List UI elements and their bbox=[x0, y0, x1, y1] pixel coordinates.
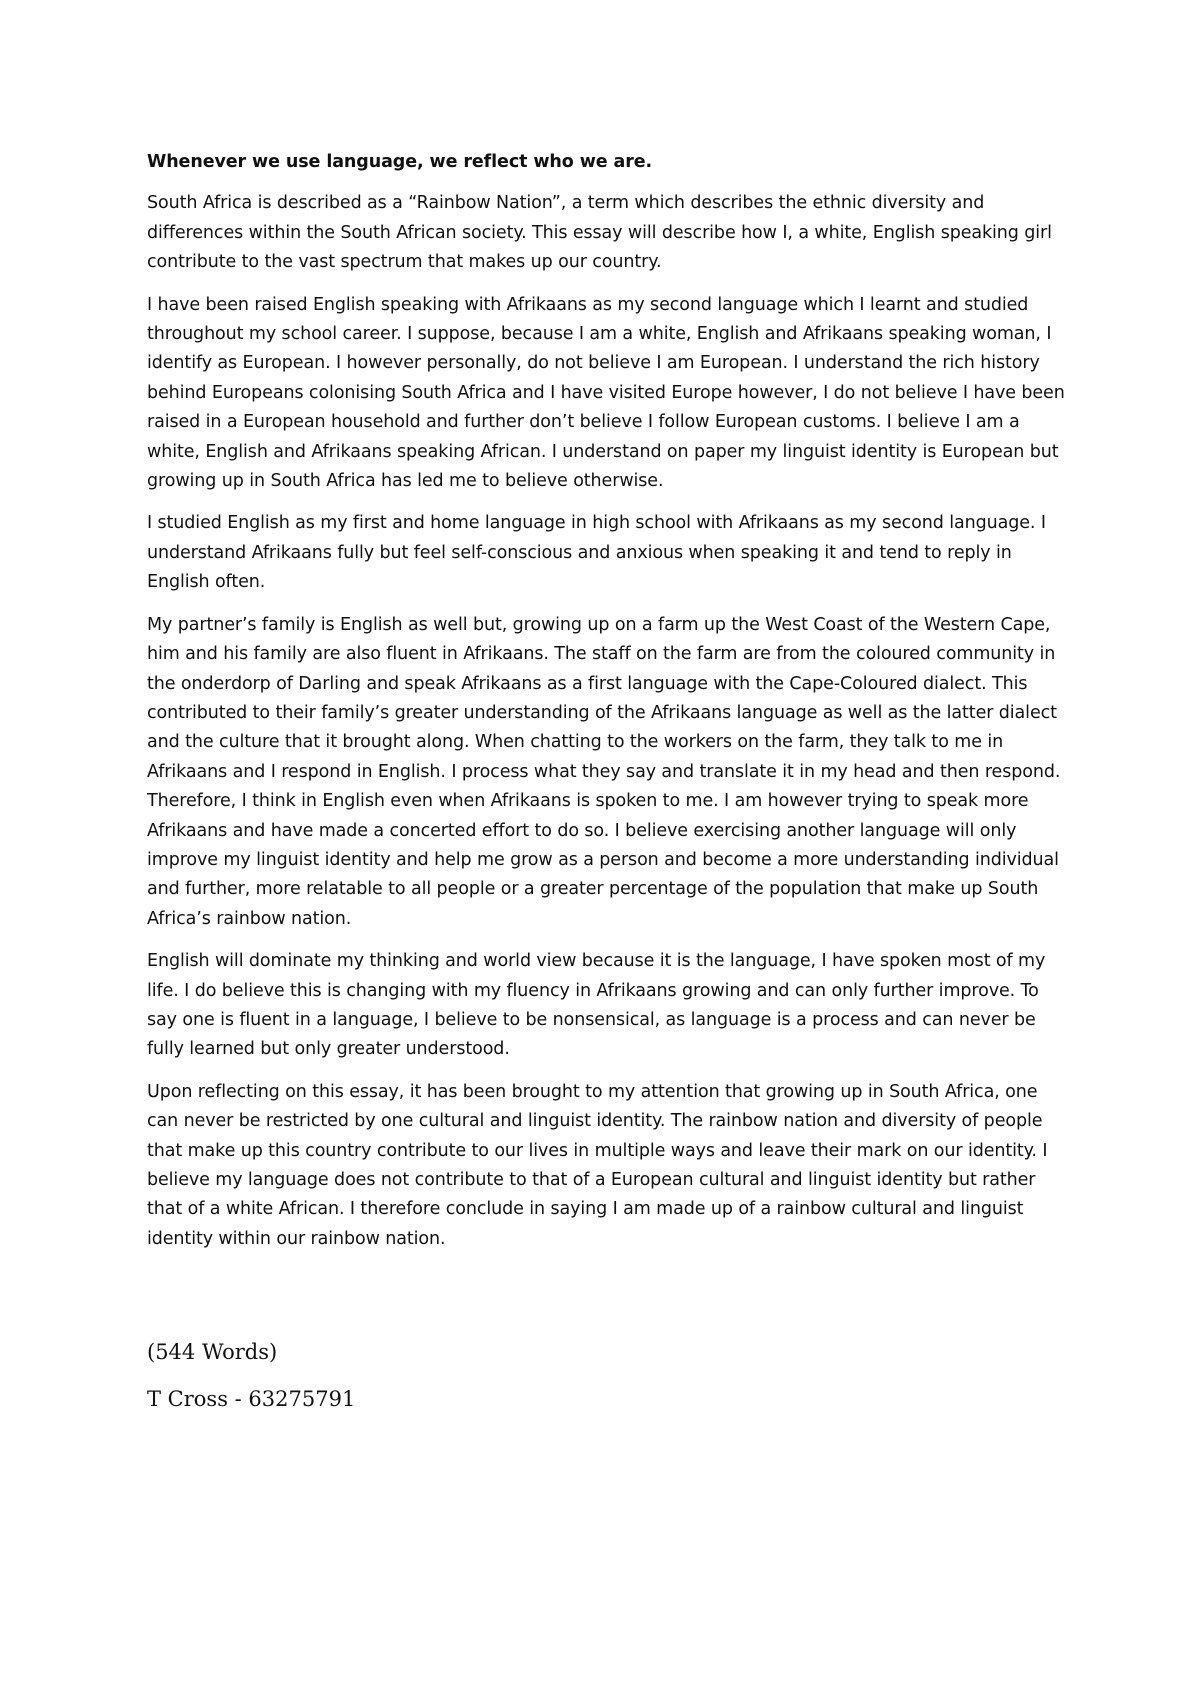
word-count: (544 Words) bbox=[147, 1340, 278, 1364]
paragraph-conclusion: Upon reflecting on this essay, it has been brought to my attention that growing up in South Africa, one can never be restricted by one cultural and linguist identity. The rainbow nation and diversity of people that make up this country contribute to our lives in multiple ways and leave their mark on our identity. I believe my language does not contribute to that of a European cultural and linguist identity but rather that of a white African. I therefore conclude in saying I am made up of a rainbow cultural and linguist identity within our rainbow nation. bbox=[147, 1081, 1048, 1249]
essay-body bbox=[147, 148, 1067, 1267]
essay-title: Whenever we use language, we reflect who we are. bbox=[147, 152, 653, 172]
paragraph-identity: I have been raised English speaking with Afrikaans as my second language which I learnt and studied throughout my school career. I suppose, because I am a white, English and Afrikaans speaking woman, I identify as European. I however personally, do not believe I am European. I understand the rich history behind Europeans colonising South Africa and I have visited Europe however, I do not believe I have been raised in a European household and further don’t believe I follow European customs. I believe I am a white, English and Afrikaans speaking African. I understand on paper my linguist identity is European but growing up in South Africa has led me to believe otherwise. bbox=[147, 294, 1065, 492]
paragraph-intro: South Africa is described as a “Rainbow Nation”, a term which describes the ethnic diversity and differences within the South African society. This essay will describe how I, a white, English speaking girl contribute to the vast spectrum that makes up our country. bbox=[147, 193, 1052, 273]
paragraph-world-view: English will dominate my thinking and world view because it is the language, I have spoken most of my life. I do believe this is changing with my fluency in Afrikaans growing and can only further improve. To say one is fluent in a language, I believe to be nonsensical, as language is a process and can never be fully learned but only greater understood. bbox=[147, 951, 1046, 1060]
paragraph-partner-family: My partner’s family is English as well but, growing up on a farm up the West Coast of the Western Cape, him and his family are also fluent in Afrikaans. The staff on the farm are from the coloured community in the onderdorp of Darling and speak Afrikaans as a first language with the Cape-Coloured dialect. This contributed to their family’s greater understanding of the Afrikaans language as well as the latter dialect and the culture that it brought along. When chatting to the workers on the farm, they talk to me in Afrikaans and I respond in English. I process what they say and translate it in my head and then respond. Therefore, I think in English even when Afrikaans is spoken to me. I am however trying to speak more Afrikaans and have made a concerted effort to do so. I believe exercising another language will only improve my linguist identity and help me grow as a person and become a more understanding individual and further, more relatable to all people or a greater percentage of the population that make up South Africa’s rainbow nation. bbox=[147, 614, 1061, 929]
author-signature: T Cross - 63275791 bbox=[147, 1387, 356, 1411]
paragraph-schooling: I studied English as my first and home language in high school with Afrikaans as my second language. I understand Afrikaans fully but feel self-conscious and anxious when speaking it and tend to reply in English often. bbox=[147, 513, 1046, 593]
